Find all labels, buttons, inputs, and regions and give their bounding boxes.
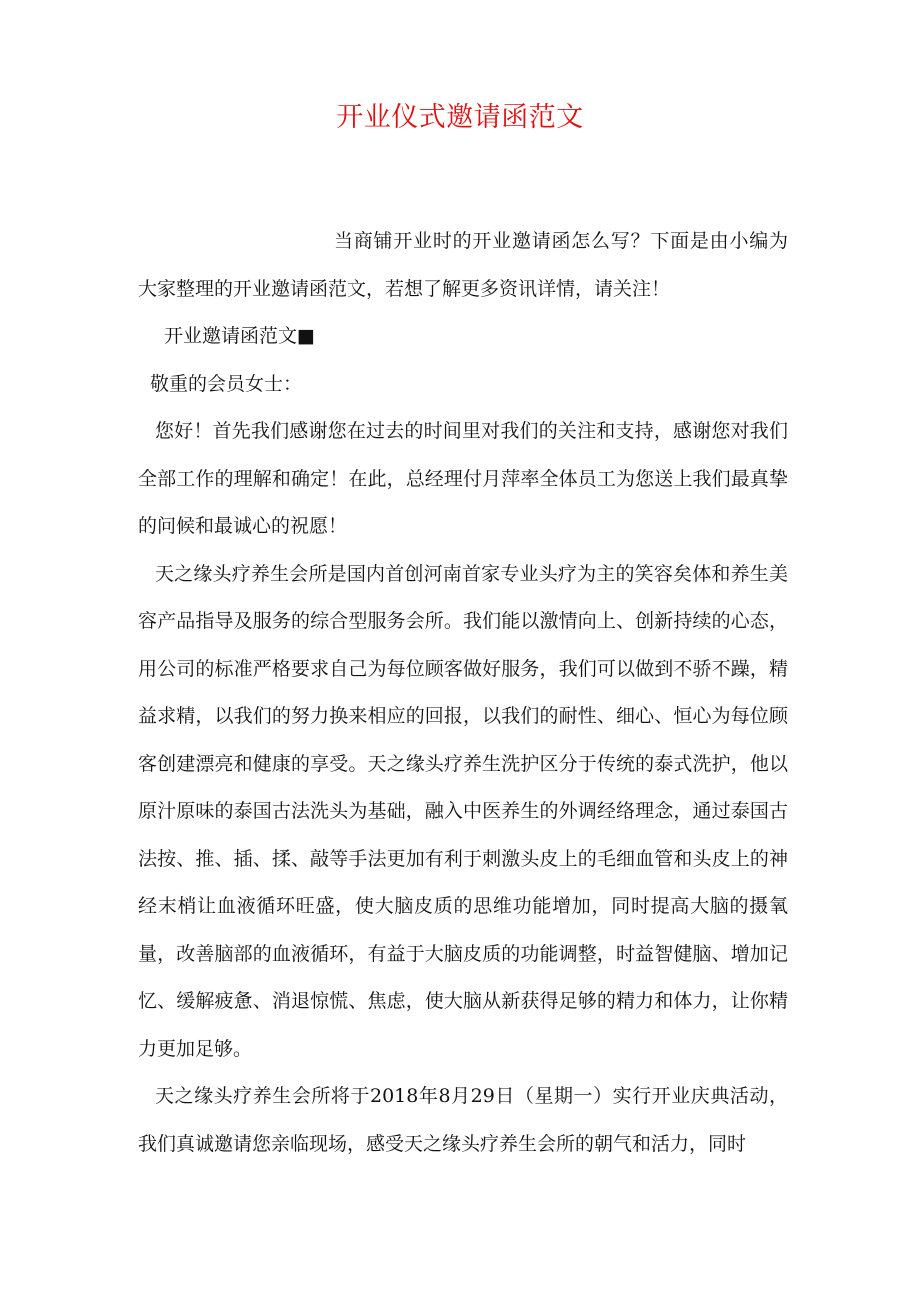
section-heading: 开业邀请函范文■ <box>164 325 315 347</box>
salutation: 敬重的会员女士： <box>150 372 303 395</box>
body-paragraph-greeting: 您好！首先我们感谢您在过去的时间里对我们的关注和支持，感谢您对我们全部工作的理解和确定！在此，总经理付月萍率全体员工为您送上我们最真挚的问候和最诚心的祝愿！ <box>138 420 788 537</box>
document-body <box>138 218 788 1168</box>
intro-paragraph: 当商铺开业时的开业邀请函怎么写？下面是由小编为大家整理的开业邀请函范文，若想了解更多资讯详情，请关注！ <box>138 230 788 300</box>
document-title: 开业仪式邀请函范文 <box>336 102 584 133</box>
body-paragraph-invitation: 天之缘头疗养生会所将于2018年8月29日（星期一）实行开业庆典活动，我们真诚邀请您亲临现场，感受天之缘头疗养生会所的朝气和活力，同时 <box>138 1085 788 1155</box>
body-paragraph-introduction: 天之缘头疗养生会所是国内首创河南首家专业头疗为主的笑容矣体和养生美容产品指导及服务的综合型服务会所。我们能以激情向上、创新持续的心态，用公司的标准严格要求自己为每位顾客做好服务，我们可以做到不骄不躁，精益求精，以我们的努力换来相应的回报，以我们的耐性、细心、恒心为每位顾客创建漂亮和健康的享受。天之缘头疗养生洗护区分于传统的泰式洗护，他以原汁原味的泰国古法洗头为基础，融入中医养生的外调经络理念，通过泰国古法按、推、插、揉、敲等手法更加有利于刺激头皮上的毛细血管和头皮上的神经末梢让血液循环旺盛，使大脑皮质的思维功能增加，同时提高大脑的摄氧量，改善脑部的血液循环，有益于大脑皮质的功能调整，时益智健脑、增加记忆、缓解疲惫、消退惊慌、焦虑，使大脑从新获得足够的精力和体力，让你精力更加足够。 <box>138 562 788 1060</box>
